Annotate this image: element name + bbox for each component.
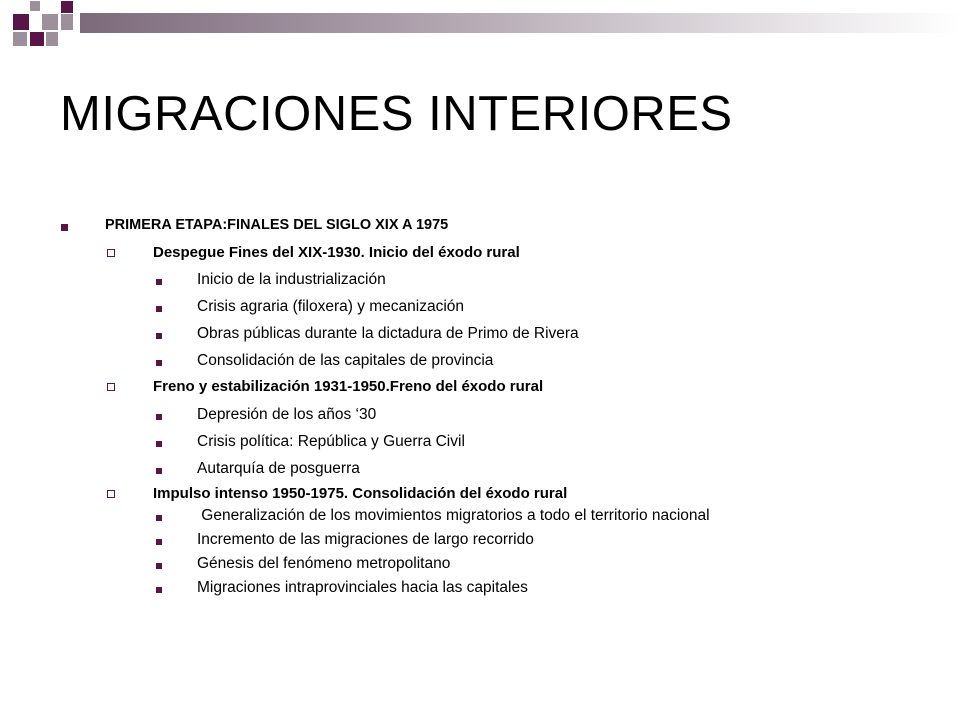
list-item: Autarquía de posguerra	[197, 460, 360, 477]
item-bullet	[156, 563, 162, 569]
item-bullet	[156, 279, 162, 285]
section-heading: Freno y estabilización 1931-1950.Freno del éxodo rural	[153, 378, 544, 395]
section-bullet	[107, 383, 115, 391]
list-item: Incremento de las migraciones de largo recorrido	[197, 531, 534, 548]
item-bullet	[156, 441, 162, 447]
item-bullet	[156, 587, 162, 593]
item-bullet	[156, 360, 162, 366]
section-heading: Despegue Fines del XIX-1930. Inicio del éxodo rural	[153, 244, 520, 261]
list-item: Consolidación de las capitales de provincia	[197, 352, 494, 369]
list-item: Crisis política: República y Guerra Civil	[197, 433, 465, 450]
list-item: Depresión de los años ‘30	[197, 406, 377, 423]
item-bullet	[156, 539, 162, 545]
list-item: Obras públicas durante la dictadura de Primo de Rivera	[197, 325, 579, 342]
section-bullet	[107, 249, 115, 257]
level1-heading: PRIMERA ETAPA:FINALES DEL SIGLO XIX A 1975	[105, 217, 449, 233]
item-bullet	[156, 515, 162, 521]
list-item: Génesis del fenómeno metropolitano	[197, 555, 451, 572]
list-item: Crisis agraria (filoxera) y mecanización	[197, 298, 465, 315]
item-bullet	[156, 468, 162, 474]
item-bullet	[156, 306, 162, 312]
list-item: Generalización de los movimientos migratorios a todo el territorio nacional	[197, 507, 710, 524]
slide-title: MIGRACIONES INTERIORES	[60, 87, 733, 141]
list-item: Migraciones intraprovinciales hacia las capitales	[197, 579, 528, 596]
section-bullet	[107, 490, 115, 498]
section-heading: Impulso intenso 1950-1975. Consolidación del éxodo rural	[153, 485, 568, 502]
list-item: Inicio de la industrialización	[197, 271, 386, 288]
level1-bullet	[61, 224, 68, 231]
item-bullet	[156, 414, 162, 420]
item-bullet	[156, 333, 162, 339]
